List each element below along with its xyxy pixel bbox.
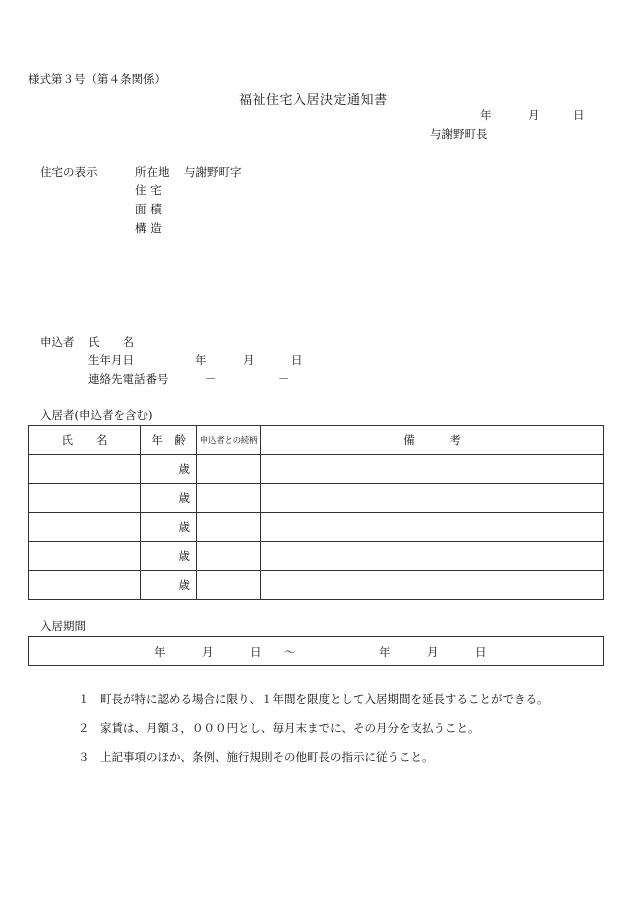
relation-cell[interactable] [197, 571, 261, 600]
relation-cell[interactable] [197, 513, 261, 542]
period-heading: 入居期間 [40, 619, 86, 633]
note-item [78, 720, 480, 736]
remarks-cell[interactable] [261, 455, 604, 484]
housing-heading: 住宅の表示 [40, 165, 98, 179]
note-text: 上記事項のほか、条例、施行規則その他町長の指示に従うこと。 [100, 750, 434, 764]
date-month-label: 月 [528, 108, 540, 122]
note-number: ２ [78, 721, 90, 735]
age-cell[interactable]: 歳 [141, 455, 197, 484]
residents-heading: 入居者(申込者を含む) [40, 408, 153, 422]
start-year-label: 年 [154, 645, 166, 659]
structure-label: 構 造 [135, 221, 162, 235]
name-cell[interactable] [29, 571, 141, 600]
location-label: 所在地 [135, 165, 170, 179]
note-text: 家賃は、月額３，０００円とし、毎月末までに、その月分を支払うこと。 [100, 721, 480, 735]
phone-separator: － [205, 372, 217, 386]
applicant-heading: 申込者 [40, 335, 75, 349]
table-row [29, 571, 604, 600]
column-header-relation: 申込者との続柄 [197, 426, 261, 455]
residents-table [28, 425, 604, 600]
note-item [78, 749, 434, 765]
document-title: 福祉住宅入居決定通知書 [239, 93, 388, 108]
end-month-label: 月 [427, 645, 439, 659]
location-value: 与謝野町字 [184, 165, 242, 179]
birth-month-label: 月 [243, 353, 255, 367]
note-number: １ [78, 692, 90, 706]
end-day-label: 日 [475, 645, 487, 659]
relation-cell[interactable] [197, 455, 261, 484]
relation-cell[interactable] [197, 484, 261, 513]
table-row [29, 542, 604, 571]
age-cell[interactable]: 歳 [141, 571, 197, 600]
start-month-label: 月 [202, 645, 214, 659]
table-row [29, 513, 604, 542]
remarks-cell[interactable] [261, 571, 604, 600]
name-cell[interactable] [29, 455, 141, 484]
issuer: 与謝野町長 [430, 127, 488, 141]
period-tilde: ～ [284, 645, 296, 659]
column-header-name: 氏 名 [29, 426, 141, 455]
date-year-label: 年 [480, 108, 492, 122]
date-day-label: 日 [573, 108, 585, 122]
period-box[interactable] [28, 636, 604, 666]
start-day-label: 日 [250, 645, 262, 659]
phone-label: 連絡先電話番号 [88, 372, 169, 386]
applicant-name-label: 氏 名 [88, 335, 134, 349]
name-cell[interactable] [29, 542, 141, 571]
age-cell[interactable]: 歳 [141, 513, 197, 542]
remarks-cell[interactable] [261, 542, 604, 571]
relation-cell[interactable] [197, 542, 261, 571]
birth-day-label: 日 [291, 353, 303, 367]
area-label: 面 積 [135, 202, 162, 216]
birth-year-label: 年 [195, 353, 207, 367]
age-cell[interactable]: 歳 [141, 542, 197, 571]
age-cell[interactable]: 歳 [141, 484, 197, 513]
column-header-age: 年 齢 [141, 426, 197, 455]
house-label: 住 宅 [135, 183, 162, 197]
name-cell[interactable] [29, 513, 141, 542]
remarks-cell[interactable] [261, 513, 604, 542]
form-number: 様式第３号（第４条関係） [28, 72, 166, 86]
table-header-row [29, 426, 604, 455]
table-row [29, 455, 604, 484]
remarks-cell[interactable] [261, 484, 604, 513]
phone-separator: － [278, 372, 290, 386]
birth-date-label: 生年月日 [88, 353, 134, 367]
end-year-label: 年 [379, 645, 391, 659]
table-row [29, 484, 604, 513]
column-header-remarks: 備 考 [261, 426, 604, 455]
note-number: ３ [78, 750, 90, 764]
note-text: 町長が特に認める場合に限り、１年間を限度として入居期間を延長することができる。 [100, 692, 549, 706]
note-item [78, 691, 549, 707]
name-cell[interactable] [29, 484, 141, 513]
